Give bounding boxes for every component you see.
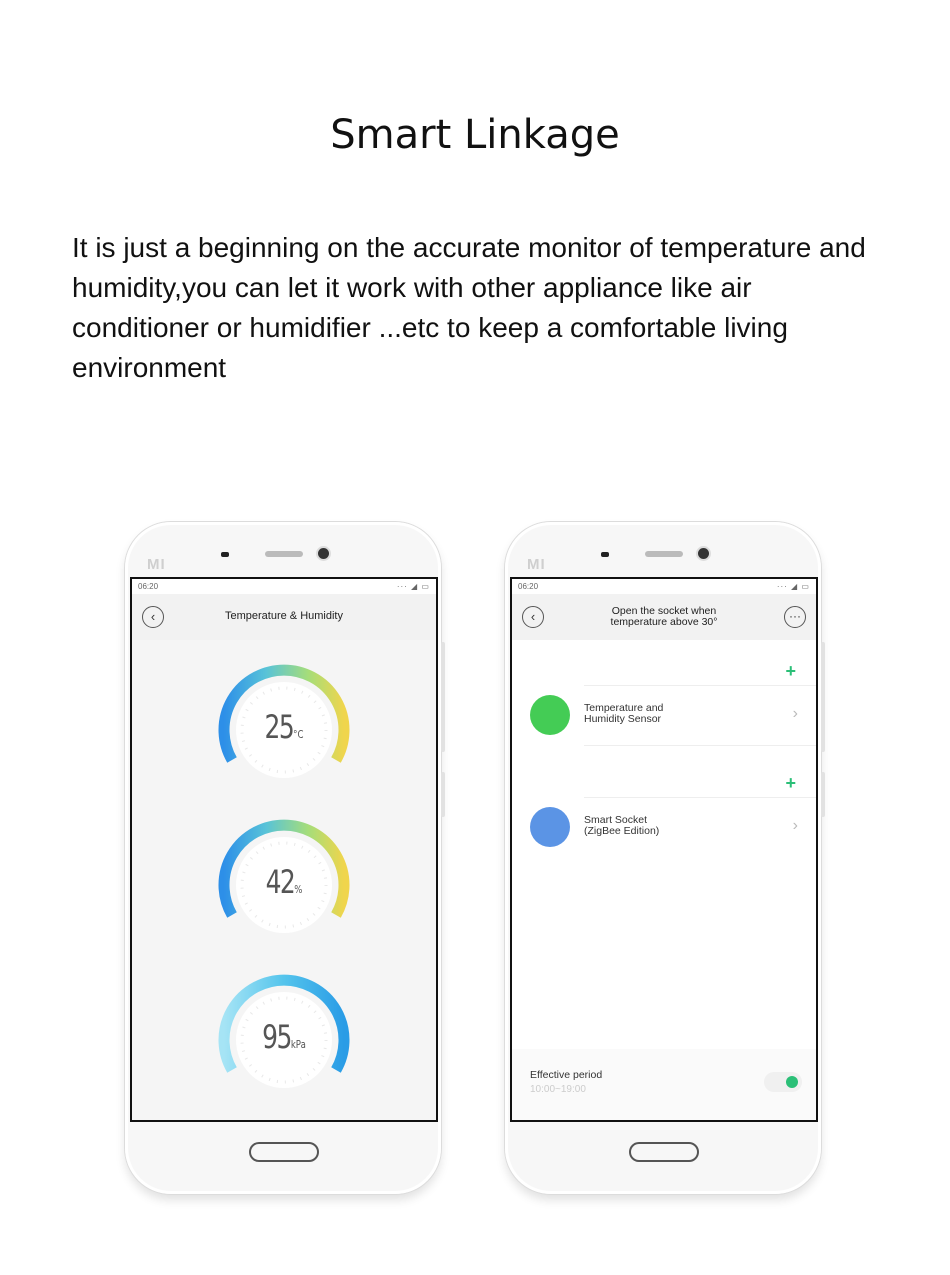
pressure-number: 95: [262, 1018, 291, 1056]
chevron-right-icon: ›: [792, 705, 798, 722]
mi-logo: MI: [147, 556, 166, 573]
trigger-device-label: [584, 703, 663, 725]
add-trigger-button[interactable]: +: [785, 661, 796, 681]
action-device-label-line1: Smart Socket: [584, 814, 648, 826]
proximity-sensor: [221, 552, 229, 557]
back-button[interactable]: ‹: [522, 606, 544, 628]
chevron-right-icon: ›: [792, 817, 798, 834]
earpiece-speaker: [645, 551, 683, 557]
page-heading: Smart Linkage: [330, 112, 620, 158]
add-action-button[interactable]: +: [785, 773, 796, 793]
signal-battery-icon: ··· ◢ ▭: [396, 582, 430, 591]
trigger-device-item[interactable]: [512, 685, 816, 745]
side-button: [441, 642, 445, 752]
more-options-button[interactable]: ···: [784, 606, 806, 628]
status-time: 06:20: [138, 582, 159, 591]
phone-screen-left: [130, 577, 438, 1122]
trigger-device-label-line2: Humidity Sensor: [584, 713, 662, 725]
humidity-number: 42: [265, 863, 295, 901]
pressure-gauge: [214, 970, 354, 1110]
scene-title-line2: temperature above 30°: [610, 616, 718, 628]
humidity-unit: %: [294, 883, 303, 896]
front-camera: [698, 548, 709, 559]
status-bar: [138, 582, 430, 594]
action-device-label: [584, 815, 659, 837]
screen-title: Temperature & Humidity: [225, 610, 343, 622]
back-button[interactable]: ‹: [142, 606, 164, 628]
effective-period-label: Effective period: [530, 1069, 603, 1081]
effective-period-toggle[interactable]: [764, 1072, 802, 1092]
temperature-value: [229, 708, 338, 746]
description-text: It is just a beginning on the accurate monitor of temperature and humidity,you can let it work with other appliance like air conditioner or humidifier ...etc to keep a comfortable living environment: [72, 232, 866, 383]
phone-right: [505, 522, 821, 1194]
trigger-device-label-line1: Temperature and: [584, 702, 664, 714]
side-button: [821, 772, 825, 817]
mi-logo: MI: [527, 556, 546, 573]
humidity-gauge: [214, 815, 354, 955]
proximity-sensor: [601, 552, 609, 557]
app-header: [132, 594, 436, 640]
signal-battery-icon: ··· ◢ ▭: [776, 582, 810, 591]
toggle-knob: [786, 1076, 798, 1088]
earpiece-speaker: [265, 551, 303, 557]
temperature-number: 25: [264, 708, 294, 746]
scene-title-line1: Open the socket when: [611, 605, 717, 617]
side-button: [441, 772, 445, 817]
app-header: [512, 594, 816, 640]
side-button: [821, 642, 825, 752]
temperature-gauge: [214, 660, 354, 800]
action-device-item[interactable]: [512, 797, 816, 857]
status-bar: [518, 582, 810, 594]
humidity-value: [229, 863, 338, 901]
phone-left: [125, 522, 441, 1194]
socket-device-icon: [530, 807, 570, 847]
scene-title: [552, 606, 776, 628]
front-camera: [318, 548, 329, 559]
status-time: 06:20: [518, 582, 539, 591]
temperature-unit: °C: [293, 728, 304, 741]
pressure-unit: kPa: [290, 1038, 306, 1051]
effective-period-time: 10:00~19:00: [530, 1084, 586, 1095]
home-button[interactable]: [249, 1142, 319, 1162]
home-button[interactable]: [629, 1142, 699, 1162]
action-device-label-line2: (ZigBee Edition): [584, 825, 660, 837]
pressure-value: [229, 1018, 338, 1056]
divider: [584, 745, 816, 746]
phone-screen-right: [510, 577, 818, 1122]
gauge-list: [132, 640, 436, 1120]
sensor-device-icon: [530, 695, 570, 735]
